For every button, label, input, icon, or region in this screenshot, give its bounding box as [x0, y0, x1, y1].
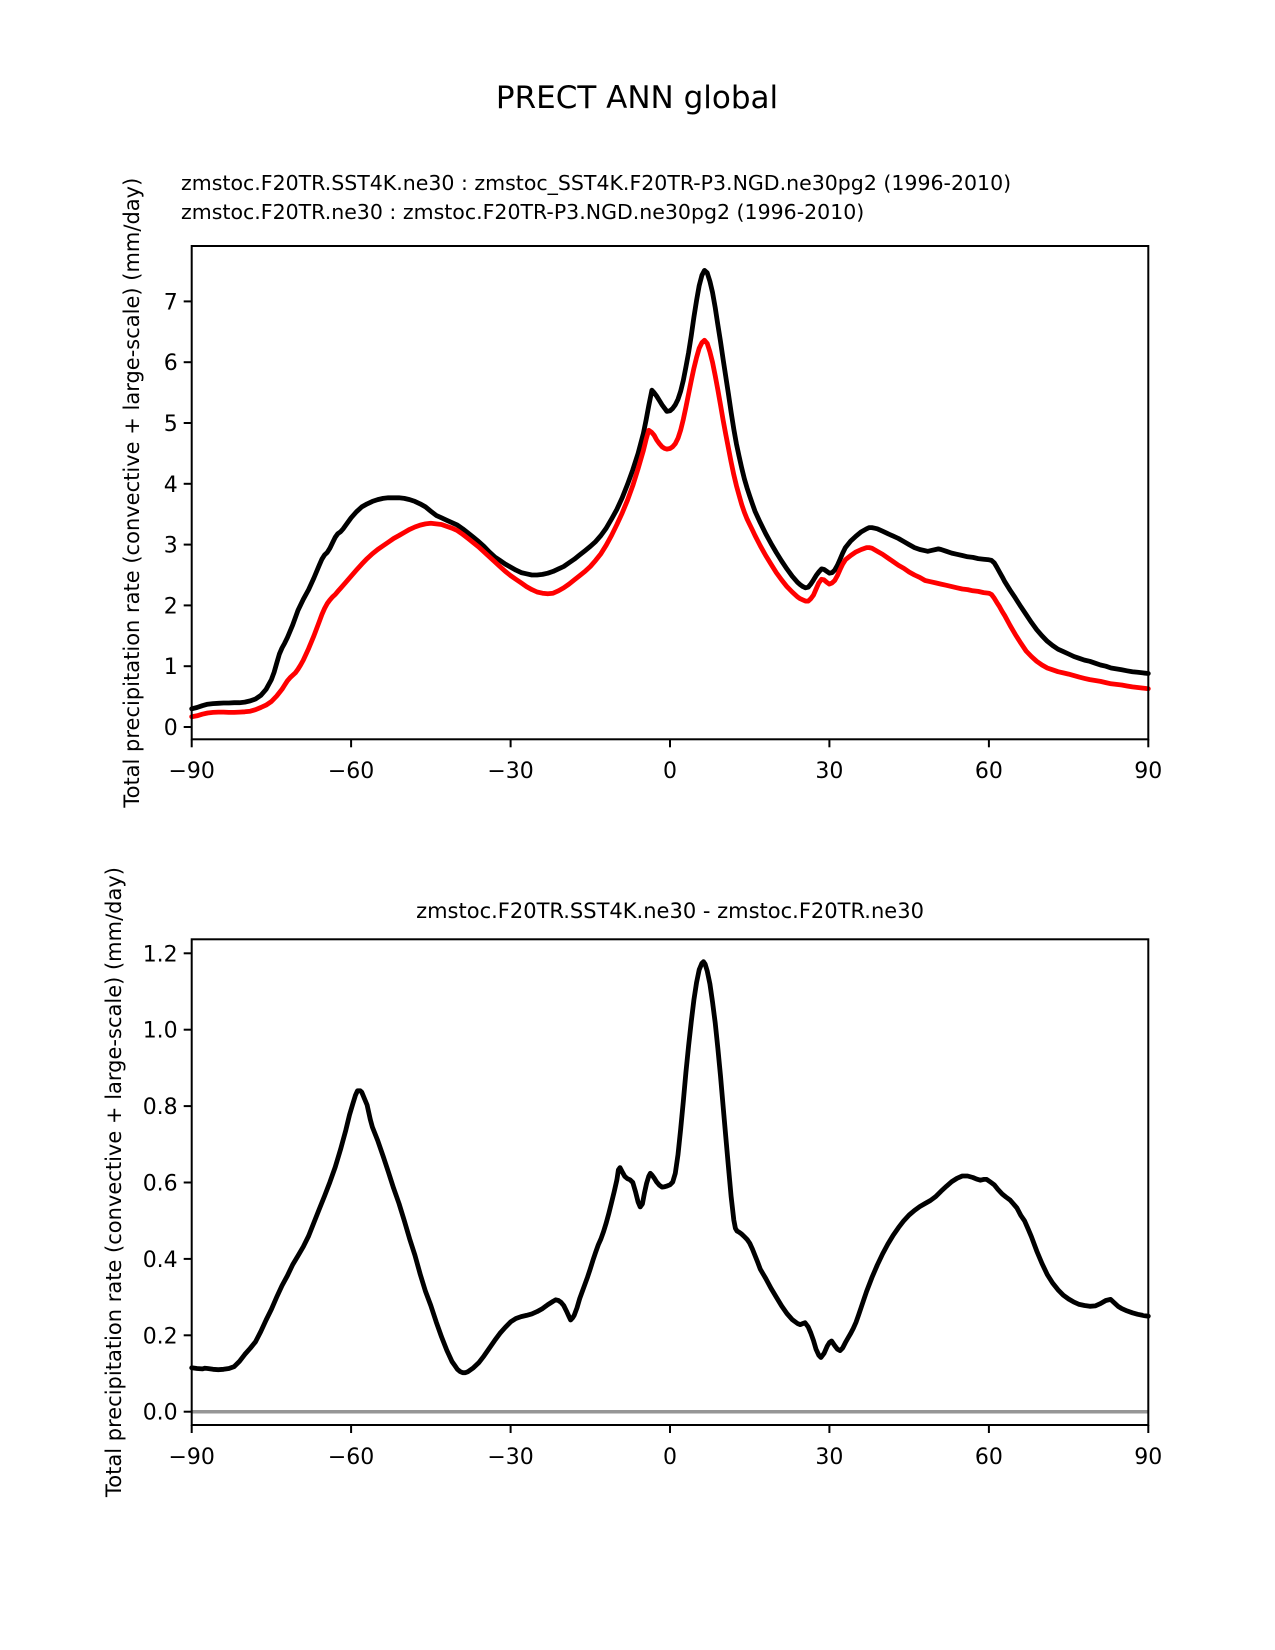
x-tick-label: 60 [974, 1445, 1003, 1470]
bottom-chart [143, 939, 1163, 1470]
legend-entry-black: zmstoc.F20TR.SST4K.ne30 : zmstoc_SST4K.F20TR-P3.NGD.ne30pg2 (1996-2010) [181, 171, 1012, 195]
y-tick-label: 1.2 [142, 942, 178, 968]
series-line [192, 340, 1149, 716]
y-tick-label: 5 [163, 412, 178, 437]
y-tick-label: 0.4 [142, 1247, 178, 1273]
y-tick-label: 1.0 [142, 1018, 178, 1044]
plot-frame [192, 246, 1149, 739]
legend-entry-red: zmstoc.F20TR.ne30 : zmstoc.F20TR-P3.NGD.ne30pg2 (1996-2010) [181, 200, 865, 224]
x-tick-label: 30 [815, 759, 844, 784]
series-line [192, 962, 1149, 1373]
x-tick-label: −60 [327, 759, 375, 784]
x-tick-label: 30 [815, 1445, 844, 1470]
bottom-y-axis-label: Total precipitation rate (convective + large-scale) (mm/day) [102, 867, 126, 1497]
figure-title: PRECT ANN global [495, 80, 779, 116]
x-tick-label: −90 [168, 759, 215, 784]
x-tick-label: 60 [974, 759, 1003, 784]
x-tick-label: −30 [487, 759, 534, 784]
y-tick-label: 0.6 [142, 1171, 178, 1197]
series-line [192, 270, 1149, 708]
y-tick-label: 0.2 [142, 1324, 178, 1350]
y-tick-label: 0.8 [142, 1095, 178, 1121]
top-chart [164, 246, 1163, 784]
x-tick-label: 0 [663, 1445, 677, 1470]
x-tick-label: −30 [487, 1445, 534, 1470]
top-y-axis-label: Total precipitation rate (convective + large-scale) (mm/day) [120, 177, 144, 808]
y-tick-label: 1 [163, 655, 178, 681]
y-tick-label: 2 [163, 594, 178, 620]
y-tick-label: 0.0 [142, 1400, 178, 1426]
x-tick-label: −90 [168, 1445, 215, 1470]
x-tick-label: 90 [1134, 1445, 1163, 1470]
y-tick-label: 0 [163, 716, 178, 741]
y-tick-label: 6 [163, 351, 178, 377]
y-tick-label: 4 [163, 472, 178, 498]
y-tick-label: 3 [163, 533, 178, 559]
bottom-chart-title: zmstoc.F20TR.SST4K.ne30 - zmstoc.F20TR.ne30 [416, 899, 924, 923]
y-tick-label: 7 [163, 290, 178, 316]
x-tick-label: −60 [327, 1445, 375, 1470]
x-tick-label: 0 [663, 759, 677, 784]
x-tick-label: 90 [1134, 759, 1163, 784]
